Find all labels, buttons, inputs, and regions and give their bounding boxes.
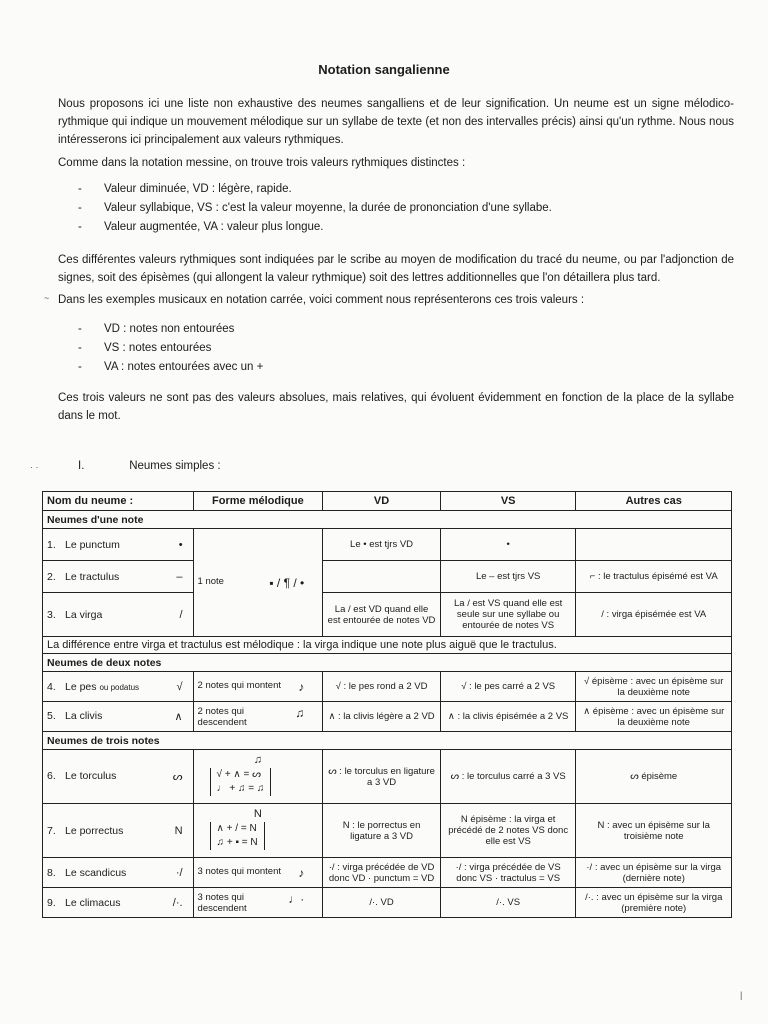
formula-line: √ + ∧ = ᔕ	[216, 769, 262, 780]
pencil-mark: · ·	[30, 462, 39, 472]
representations-list	[78, 320, 718, 377]
neume-name: Le climacus	[65, 896, 121, 909]
vd-cell: La / est VD quand elle est entourée de notes VD	[323, 593, 441, 637]
autres-cell	[576, 529, 732, 561]
group-label: Neumes de deux notes	[43, 654, 732, 672]
neume-sign: ∧	[174, 711, 183, 723]
table-row	[43, 858, 732, 888]
row-number: 1.	[47, 538, 56, 551]
list-item: - VD : notes non entourées	[78, 320, 718, 339]
table-row	[43, 529, 732, 561]
intro-paragraph: Nous proposons ici une liste non exhaustive des neumes sangalliens et de leur signification. Un neume est un signe mélodico-rythmique qui indique un mouvement mélodique sur un syllabe de texte (et non des intervalles précis) ainsi qu'un rythme. Nous nous intéresserons ici principalement aux valeurs rythmiques.	[58, 98, 734, 146]
row-number: 3.	[47, 608, 56, 621]
list-item: - VA : notes entourées avec un +	[78, 358, 718, 377]
section-heading	[78, 460, 221, 472]
table-row	[43, 750, 732, 804]
formula-line: ♩ + ♫ = ♫	[216, 783, 265, 794]
forme-cell	[193, 672, 323, 702]
row-number: 6.	[47, 770, 56, 782]
neume-sign: √	[176, 680, 183, 693]
values-intro: Comme dans la notation messine, on trouve trois valeurs rythmiques distinctes :	[58, 157, 466, 169]
row-number: 4.	[47, 680, 56, 693]
autres-cell: ⌐ : le tractulus épisémé est VA	[576, 561, 732, 593]
forme-label: 1 note	[197, 576, 224, 587]
vd-cell: /·. VD	[323, 888, 441, 918]
list-item: - Valeur diminuée, VD : légère, rapide.	[78, 180, 718, 199]
table-row	[43, 702, 732, 732]
neume-name: La virga	[65, 608, 103, 621]
autres-cell: ·/ : avec un épisème sur la virga (dernière note)	[576, 858, 732, 888]
neume-name: Le torculus	[65, 770, 117, 782]
table-row	[43, 804, 732, 858]
group-label: Neumes de trois notes	[43, 732, 732, 750]
signes-paragraph: Ces différentes valeurs rythmiques sont indiquées par le scribe au moyen de modification du tracé du neume, ou par l'adjonction de signes, soit des épisèmes (qui allongent la valeur rythmique) soit des lettres additionnelles que l'on détaillera plus tard.	[58, 254, 734, 284]
vs-cell: ᔕ : le torculus carré a 3 VS	[440, 750, 576, 804]
neume-glyph: ♪	[298, 866, 305, 880]
row-number: 2.	[47, 570, 56, 583]
vs-cell: •	[440, 529, 576, 561]
table-header: Forme mélodique	[193, 492, 323, 511]
neume-name-cell	[43, 888, 194, 918]
neume-name-cell	[43, 529, 194, 561]
section-label: Neumes simples :	[129, 460, 221, 472]
neume-name: Le scandicus	[65, 866, 127, 879]
autres-cell: N : avec un épisème sur la troisième note	[576, 804, 732, 858]
forme-cell	[193, 529, 323, 637]
list-item: - Valeur augmentée, VA : valeur plus longue.	[78, 218, 718, 237]
neume-name-cell	[43, 561, 194, 593]
row-number: 8.	[47, 866, 56, 879]
vd-cell: Le • est tjrs VD	[323, 529, 441, 561]
forme-label: 2 notes qui montent	[197, 680, 281, 691]
autres-cell: /·. : avec un épisème sur la virga (première note)	[576, 888, 732, 918]
neume-glyph: ♫	[295, 705, 305, 720]
row-number: 9.	[47, 896, 56, 909]
autres-cell: ᔕ épisème	[576, 750, 732, 804]
table-note-row	[43, 637, 732, 654]
neumes-table	[42, 491, 732, 918]
table-group-row	[43, 511, 732, 529]
vs-cell: ·/ : virga précédée de VS donc VS · tractulus = VS	[440, 858, 576, 888]
vs-cell: √ : le pes carré a 2 VS	[440, 672, 576, 702]
autres-cell: ∧ épisème : avec un épisème sur la deuxième note	[576, 702, 732, 732]
neume-name: Le tractulus	[65, 570, 120, 583]
exemples-paragraph: Dans les exemples musicaux en notation carrée, voici comment nous représenterons ces trois valeurs :	[58, 294, 585, 306]
neume-name-cell	[43, 672, 194, 702]
neume-glyph: ▪ / ¶ / •	[269, 576, 305, 590]
formula-line: ∧ + / = N	[216, 823, 257, 834]
neume-sign: ·/	[175, 866, 183, 879]
table-header: VS	[440, 492, 576, 511]
neume-name-cell	[43, 804, 194, 858]
neume-name-cell	[43, 593, 194, 637]
pencil-mark: ~	[44, 293, 50, 303]
table-row	[43, 888, 732, 918]
pencil-mark: |	[740, 990, 743, 1000]
forme-label: 3 notes qui descendent	[197, 891, 247, 914]
vd-cell: ·/ : virga précédée de VD donc VD · punctum = VD	[323, 858, 441, 888]
autres-cell: √ épisème : avec un épisème sur la deuxième note	[576, 672, 732, 702]
neume-name: Le punctum	[65, 538, 120, 551]
vs-cell: ∧ : la clivis épisémée a 2 VS	[440, 702, 576, 732]
neume-name: Le porrectus	[65, 824, 124, 837]
vd-cell: N : le porrectus en ligature a 3 VD	[323, 804, 441, 858]
neume-sign: •	[178, 538, 183, 551]
neume-glyph: ♩·	[288, 891, 305, 906]
neume-name-cell	[43, 858, 194, 888]
neume-name-cell	[43, 702, 194, 732]
table-header-row	[43, 492, 732, 511]
forme-label: 2 notes qui descendent	[197, 705, 247, 728]
section-number: I.	[78, 460, 85, 472]
neume-name: La clivis	[65, 710, 103, 722]
neume-name-note: ou podatus	[99, 682, 140, 692]
table-header: Nom du neume :	[43, 492, 194, 511]
relatives-paragraph: Ces trois valeurs ne sont pas des valeurs absolues, mais relatives, qui évoluent évidemment en fonction de la place de la syllabe dans le mot.	[58, 392, 734, 422]
neume-sign: N	[174, 824, 183, 837]
neume-name-cell	[43, 750, 194, 804]
row-number: 7.	[47, 824, 56, 837]
neume-sign: /	[179, 608, 183, 621]
page-title: Notation sangalienne	[318, 62, 450, 77]
row-number: 5.	[47, 710, 56, 722]
table-header: Autres cas	[576, 492, 732, 511]
autres-cell: / : virga épisémée est VA	[576, 593, 732, 637]
table-group-row	[43, 732, 732, 750]
table-row	[43, 672, 732, 702]
neume-formula	[210, 768, 272, 796]
table-row	[43, 593, 732, 637]
neume-sign: –	[176, 570, 183, 583]
table-header: VD	[323, 492, 441, 511]
list-item: - Valeur syllabique, VS : c'est la valeur moyenne, la durée de prononciation d'une syllabe.	[78, 199, 718, 218]
table-group-row	[43, 654, 732, 672]
neume-name: Le pes	[65, 680, 97, 693]
neume-glyph: ♪	[298, 680, 305, 694]
vs-cell: Le – est tjrs VS	[440, 561, 576, 593]
neume-sign: ᔕ	[172, 771, 183, 783]
values-list	[78, 180, 718, 237]
formula-line: ♫ + ▪ = N	[216, 837, 258, 848]
forme-label: 3 notes qui montent	[197, 866, 281, 877]
neume-glyph: N	[253, 808, 262, 820]
neume-glyph: ♫	[253, 754, 262, 766]
forme-cell	[193, 750, 323, 804]
group-label: Neumes d'une note	[43, 511, 732, 529]
forme-cell	[193, 804, 323, 858]
vs-cell: N épisème : la virga et précédé de 2 notes VS donc elle est VS	[440, 804, 576, 858]
neume-formula	[210, 822, 265, 850]
vd-cell: ∧ : la clivis légère a 2 VD	[323, 702, 441, 732]
difference-note: La différence entre virga et tractulus est mélodique : la virga indique une note plus aiguë que le tractulus.	[43, 637, 732, 654]
list-item: - VS : notes entourées	[78, 339, 718, 358]
forme-cell	[193, 888, 323, 918]
forme-cell	[193, 858, 323, 888]
vd-cell: √ : le pes rond a 2 VD	[323, 672, 441, 702]
vs-cell: La / est VS quand elle est seule sur une syllabe ou entourée de notes VS	[440, 593, 576, 637]
table-row	[43, 561, 732, 593]
neume-sign: /·.	[172, 896, 183, 909]
vd-cell	[323, 561, 441, 593]
forme-cell	[193, 702, 323, 732]
vs-cell: /·. VS	[440, 888, 576, 918]
vd-cell: ᔕ : le torculus en ligature a 3 VD	[323, 750, 441, 804]
